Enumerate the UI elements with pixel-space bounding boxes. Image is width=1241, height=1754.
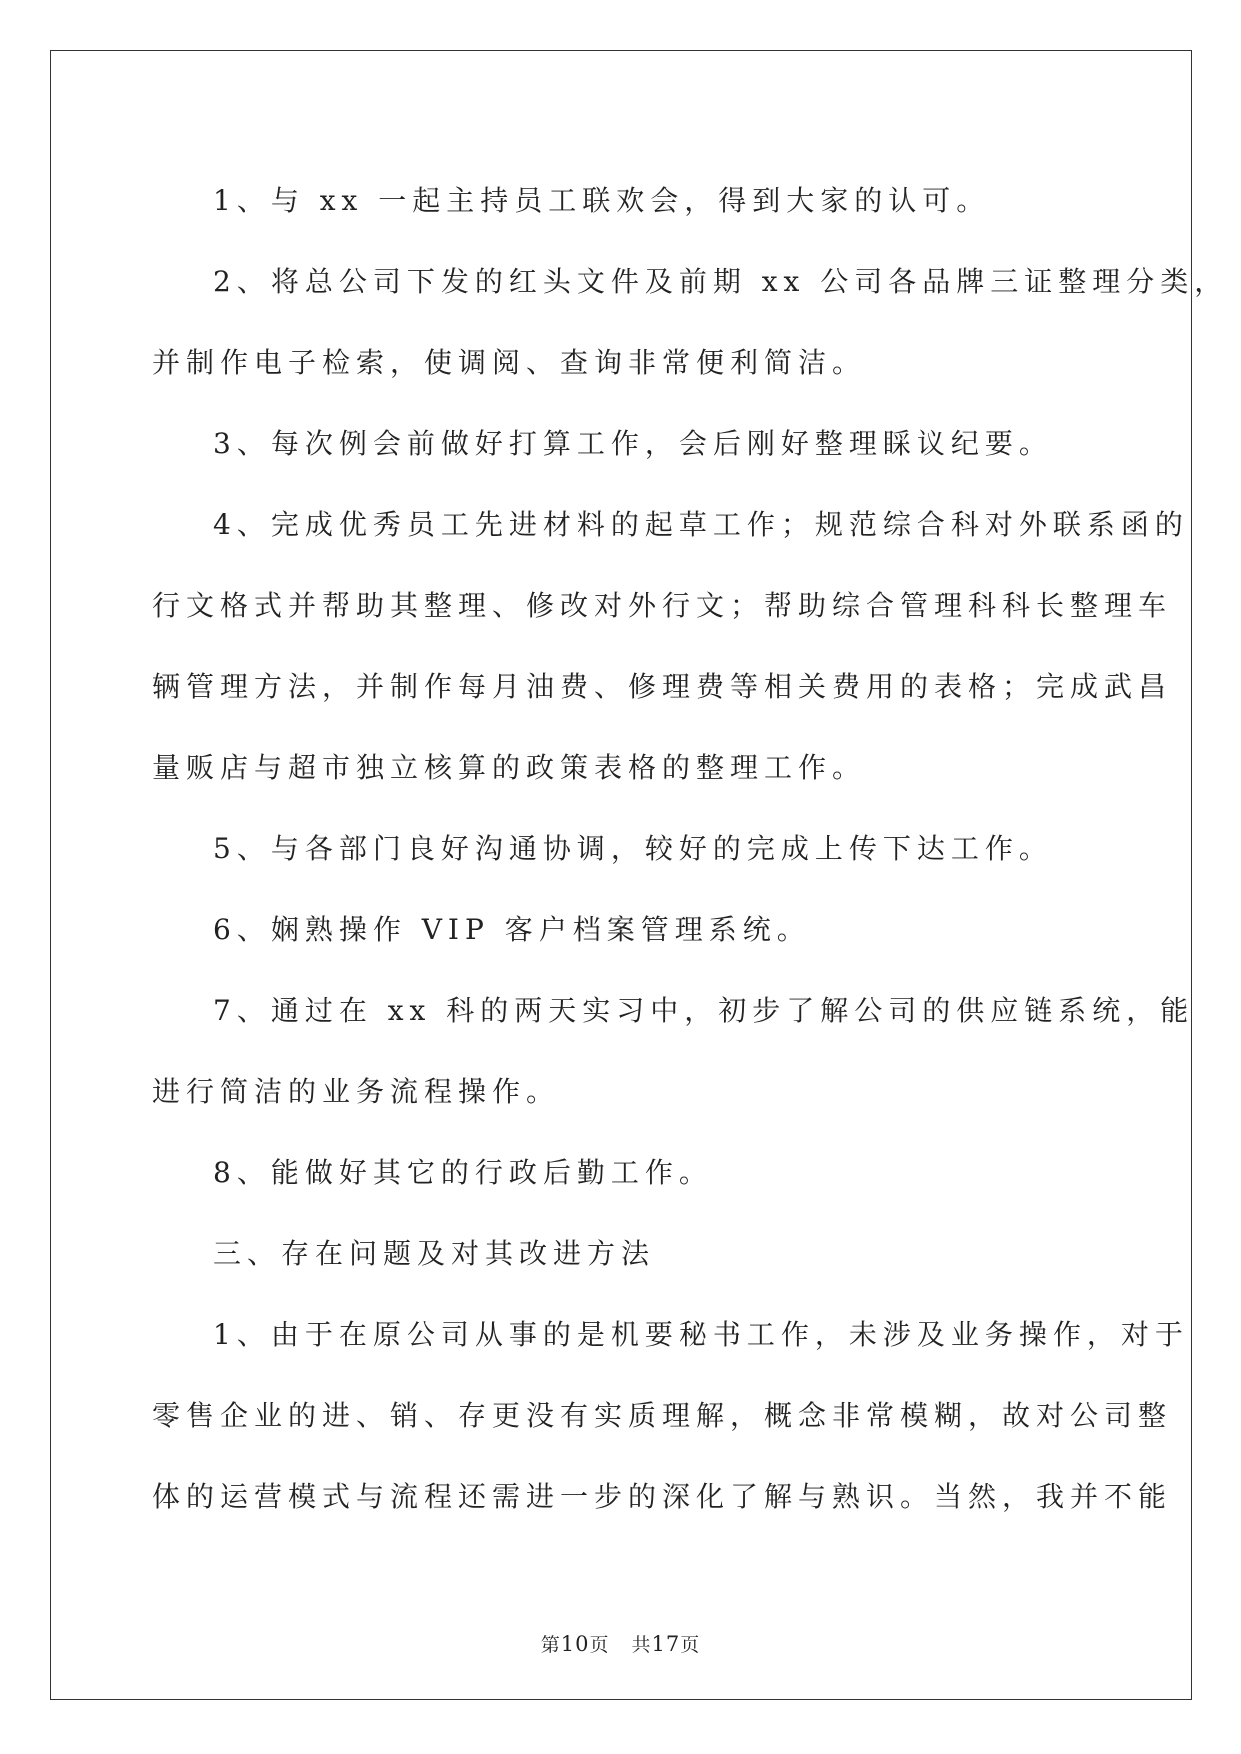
paragraph-line: 量贩店与超市独立核算的政策表格的整理工作。 (152, 751, 867, 784)
section-heading: 三、存在问题及对其改进方法 (213, 1237, 656, 1270)
paragraph-line: 行文格式并帮助其整理、修改对外行文；帮助综合管理科科长整理车 (152, 589, 1173, 622)
current-page-number: 10 (560, 1632, 590, 1656)
paragraph-line: 7、通过在 xx 科的两天实习中，初步了解公司的供应链系统，能 (213, 994, 1195, 1027)
paragraph-line: 5、与各部门良好沟通协调，较好的完成上传下达工作。 (213, 832, 1053, 865)
paragraph-line: 8、能做好其它的行政后勤工作。 (213, 1156, 713, 1189)
paragraph-line: 3、每次例会前做好打算工作，会后刚好整理睬议纪要。 (213, 427, 1053, 460)
paragraph-line: 1、与 xx 一起主持员工联欢会，得到大家的认可。 (213, 184, 991, 217)
total-pages-number: 17 (651, 1632, 681, 1656)
page-number-suffix: 页 (589, 1634, 610, 1656)
page-number-prefix: 第 (540, 1634, 561, 1656)
page-footer (0, 1630, 1241, 1657)
paragraph-line: 6、娴熟操作 VIP 客户档案管理系统。 (213, 913, 811, 946)
paragraph-line: 零售企业的进、销、存更没有实质理解，概念非常模糊，故对公司整 (152, 1399, 1173, 1432)
paragraph-line: 并制作电子检索，使调阅、查询非常便利简洁。 (152, 346, 867, 379)
total-pages-prefix: 共 (631, 1634, 652, 1656)
paragraph-line: 4、完成优秀员工先进材料的起草工作；规范综合科对外联系函的 (213, 508, 1189, 541)
paragraph-line: 2、将总公司下发的红头文件及前期 xx 公司各品牌三证整理分类， (213, 265, 1229, 298)
total-pages-suffix: 页 (680, 1634, 701, 1656)
paragraph-line: 进行简洁的业务流程操作。 (152, 1075, 561, 1108)
paragraph-line: 1、由于在原公司从事的是机要秘书工作，未涉及业务操作，对于 (213, 1318, 1189, 1351)
paragraph-line: 辆管理方法，并制作每月油费、修理费等相关费用的表格；完成武昌 (152, 670, 1173, 703)
document-body (152, 160, 1229, 1537)
paragraph-line: 体的运营模式与流程还需进一步的深化了解与熟识。当然，我并不能 (152, 1480, 1173, 1513)
